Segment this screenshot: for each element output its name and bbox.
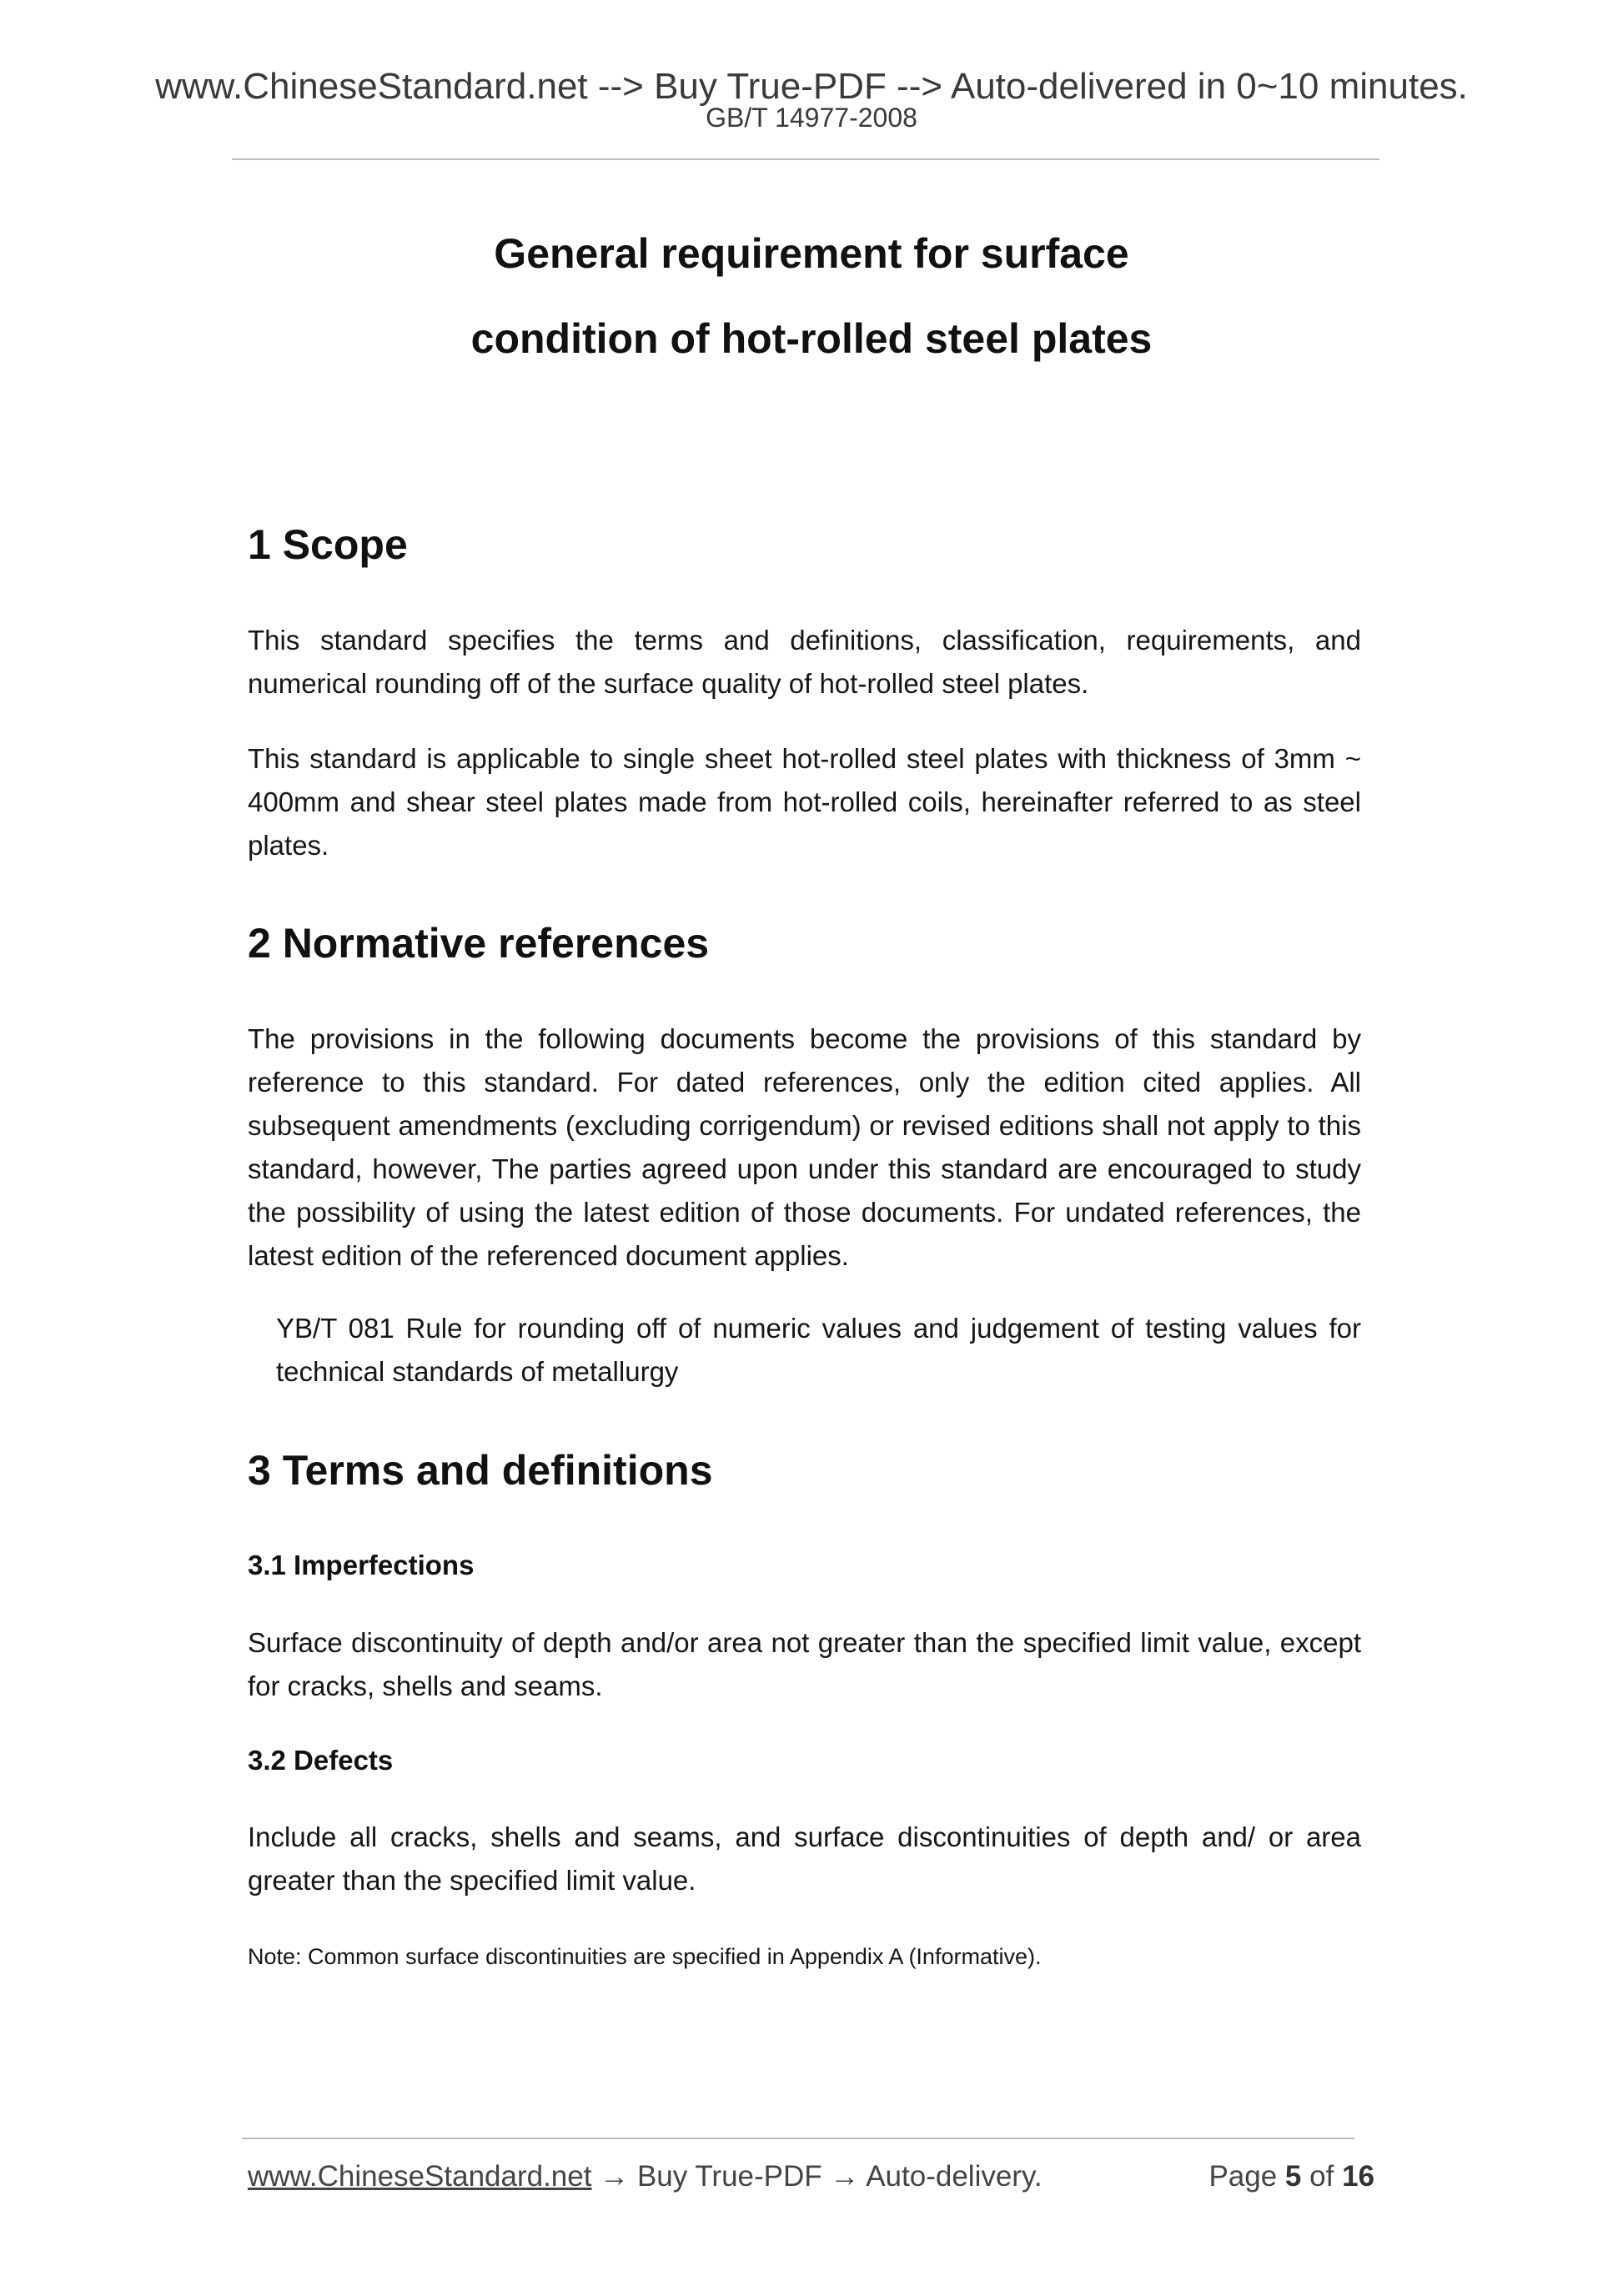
header-banner: www.ChineseStandard.net --> Buy True-PDF --> Auto-delivered in 0~10 minutes. bbox=[155, 66, 1468, 107]
page-total: 16 bbox=[1342, 2160, 1374, 2193]
heading-text: 2 Normative references bbox=[248, 920, 710, 967]
paragraph-text: Include all cracks, shells and seams, and surface discontinuities of depth and/ or area greater than the specified limit value. bbox=[248, 1821, 1361, 1896]
term-imperfections-heading bbox=[248, 1549, 1361, 1582]
subheading-text: 3.1 Imperfections bbox=[248, 1550, 475, 1580]
page-current: 5 bbox=[1284, 2160, 1302, 2193]
header-divider bbox=[232, 158, 1379, 160]
scope-paragraph-2 bbox=[248, 737, 1361, 867]
footer-buy-text: Buy True-PDF bbox=[636, 2160, 822, 2193]
arrow-right-icon: → bbox=[830, 2160, 860, 2193]
term-defects-heading bbox=[248, 1744, 1361, 1777]
term-imperfections-definition bbox=[248, 1621, 1361, 1708]
scope-paragraph-1 bbox=[248, 619, 1361, 706]
normative-reference-item bbox=[248, 1307, 1361, 1394]
footer-site-link[interactable]: www.ChineseStandard.net bbox=[248, 2160, 592, 2193]
note-text: Note: Common surface discontinuities are specified in Appendix A (Informative). bbox=[248, 1944, 1042, 1969]
section-terms-heading bbox=[248, 1445, 1361, 1495]
paragraph-text: This standard specifies the terms and definitions, classification, requirements, and numerical rounding off of the surface quality of hot-rolled steel plates. bbox=[248, 625, 1361, 699]
subheading-text: 3.2 Defects bbox=[248, 1745, 394, 1776]
heading-text: 1 Scope bbox=[248, 521, 408, 568]
paragraph-text: Surface discontinuity of depth and/or area not greater than the specified limit value, except for cracks, shells and seams. bbox=[248, 1627, 1361, 1701]
paragraph-text: This standard is applicable to single sheet hot-rolled steel plates with thickness of 3mm ~ 400mm and shear steel plates made from hot-rolled coils, hereinafter referred to as steel plates. bbox=[248, 743, 1361, 861]
terms-note bbox=[248, 1942, 1361, 1972]
term-defects-definition bbox=[248, 1816, 1361, 1902]
normative-paragraph bbox=[248, 1017, 1361, 1278]
page-number bbox=[1208, 2158, 1374, 2195]
footer-divider bbox=[242, 2138, 1354, 2139]
heading-text: 3 Terms and definitions bbox=[248, 1447, 713, 1494]
footer-promo bbox=[248, 2158, 1043, 2195]
footer-delivery-text: Auto-delivery. bbox=[866, 2160, 1043, 2193]
of-label: of bbox=[1309, 2160, 1334, 2193]
paragraph-text: The provisions in the following documents become the provisions of this standard by reference to this standard. For dated references, only the edition cited applies. All subsequent amendments (excluding corrigendum) or revised editions shall not apply to this standard, however, The parties agreed upon under this standard are encouraged to study the possibility of using the latest edition of those documents. For undated references, the latest edition of the referenced document applies. bbox=[248, 1023, 1361, 1271]
reference-text: YB/T 081 Rule for rounding off of numeric values and judgement of testing values for technical standards of metallurgy bbox=[276, 1313, 1361, 1387]
arrow-right-icon: → bbox=[600, 2160, 630, 2193]
document-title-line-2: condition of hot-rolled steel plates bbox=[470, 315, 1153, 362]
section-scope-heading bbox=[248, 520, 1361, 570]
section-normative-heading bbox=[248, 918, 1361, 968]
page-label: Page bbox=[1208, 2160, 1278, 2193]
document-title-line-1: General requirement for surface bbox=[494, 230, 1129, 277]
standard-number: GB/T 14977-2008 bbox=[706, 103, 917, 133]
